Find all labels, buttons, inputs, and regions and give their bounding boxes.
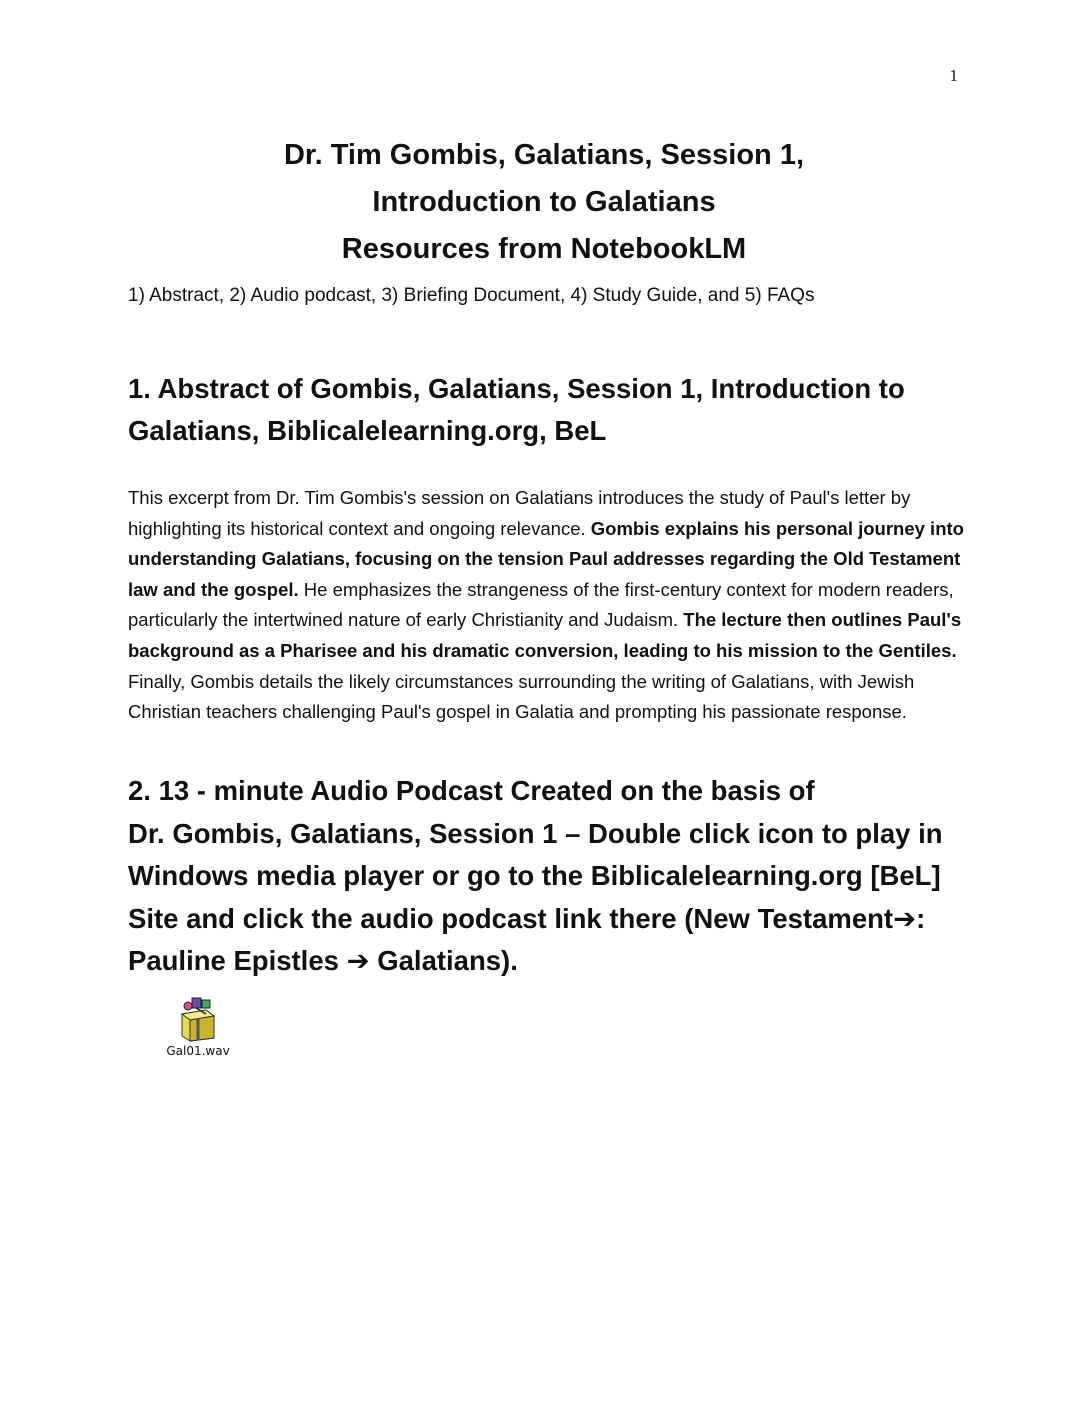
abstract-paragraph [128,483,968,728]
abstract-bold-2: The lecture then outlines Paul's background as a Pharisee and his dramatic conversion, leading to his mission to the Gentiles. [128,609,962,661]
abstract-text-2: He emphasizes the strangeness of the first-century context for modern readers, particularly the intertwined nature of early Christianity and Judaism. [128,578,954,631]
abstract-text-1: This excerpt from Dr. Tim Gombis's session on Galatians introduces the study of Paul's letter by highlighting its historical context and ongoing relevance. [128,487,911,539]
arrow-icon: ➔ [893,902,917,934]
abstract-bold-1: Gombis explains his personal journey into understanding Galatians, focusing on the tension Paul addresses regarding the Old Testament law and the gospel. [128,517,964,600]
podcast-heading-line-1: 2. 13 - minute Audio Podcast Created on the basis of [128,775,815,806]
resources-list: 1) Abstract, 2) Audio podcast, 3) Briefing Document, 4) Study Guide, and 5) FAQs [128,285,815,306]
audio-file-package-icon[interactable] [176,996,220,1042]
podcast-heading-line-2: Dr. Gombis, Galatians, Session 1 – Double click icon to play in Windows media player or go to the Biblicalelearning.org [BeL] Site and click the audio podcast link there (New Testament [128,817,943,934]
podcast-heading-line-4: Galatians). [369,945,518,976]
podcast-heading [128,770,968,983]
audio-file-attachment[interactable] [160,996,236,1058]
title-line-3: Resources from NotebookLM [341,233,747,265]
abstract-text-3: Finally, Gombis details the likely circumstances surrounding the writing of Galatians, with Jewish Christian teachers challenging Paul's gospel in Galatia and prompting his passionate response. [128,670,915,723]
abstract-heading: 1. Abstract of Gombis, Galatians, Session 1, Introduction to Galatians, Biblicalelearning.org, BeL [128,373,905,446]
audio-file-name[interactable]: Gal01.wav [166,1044,230,1058]
document-title [0,132,1088,273]
page-number: 1 [949,66,958,85]
arrow-icon: ➔ [346,945,370,976]
title-line-1: Dr. Tim Gombis, Galatians, Session 1, [283,139,805,171]
podcast-heading-line-3: : Pauline Epistles [128,902,926,976]
title-line-2: Introduction to Galatians [372,186,716,218]
